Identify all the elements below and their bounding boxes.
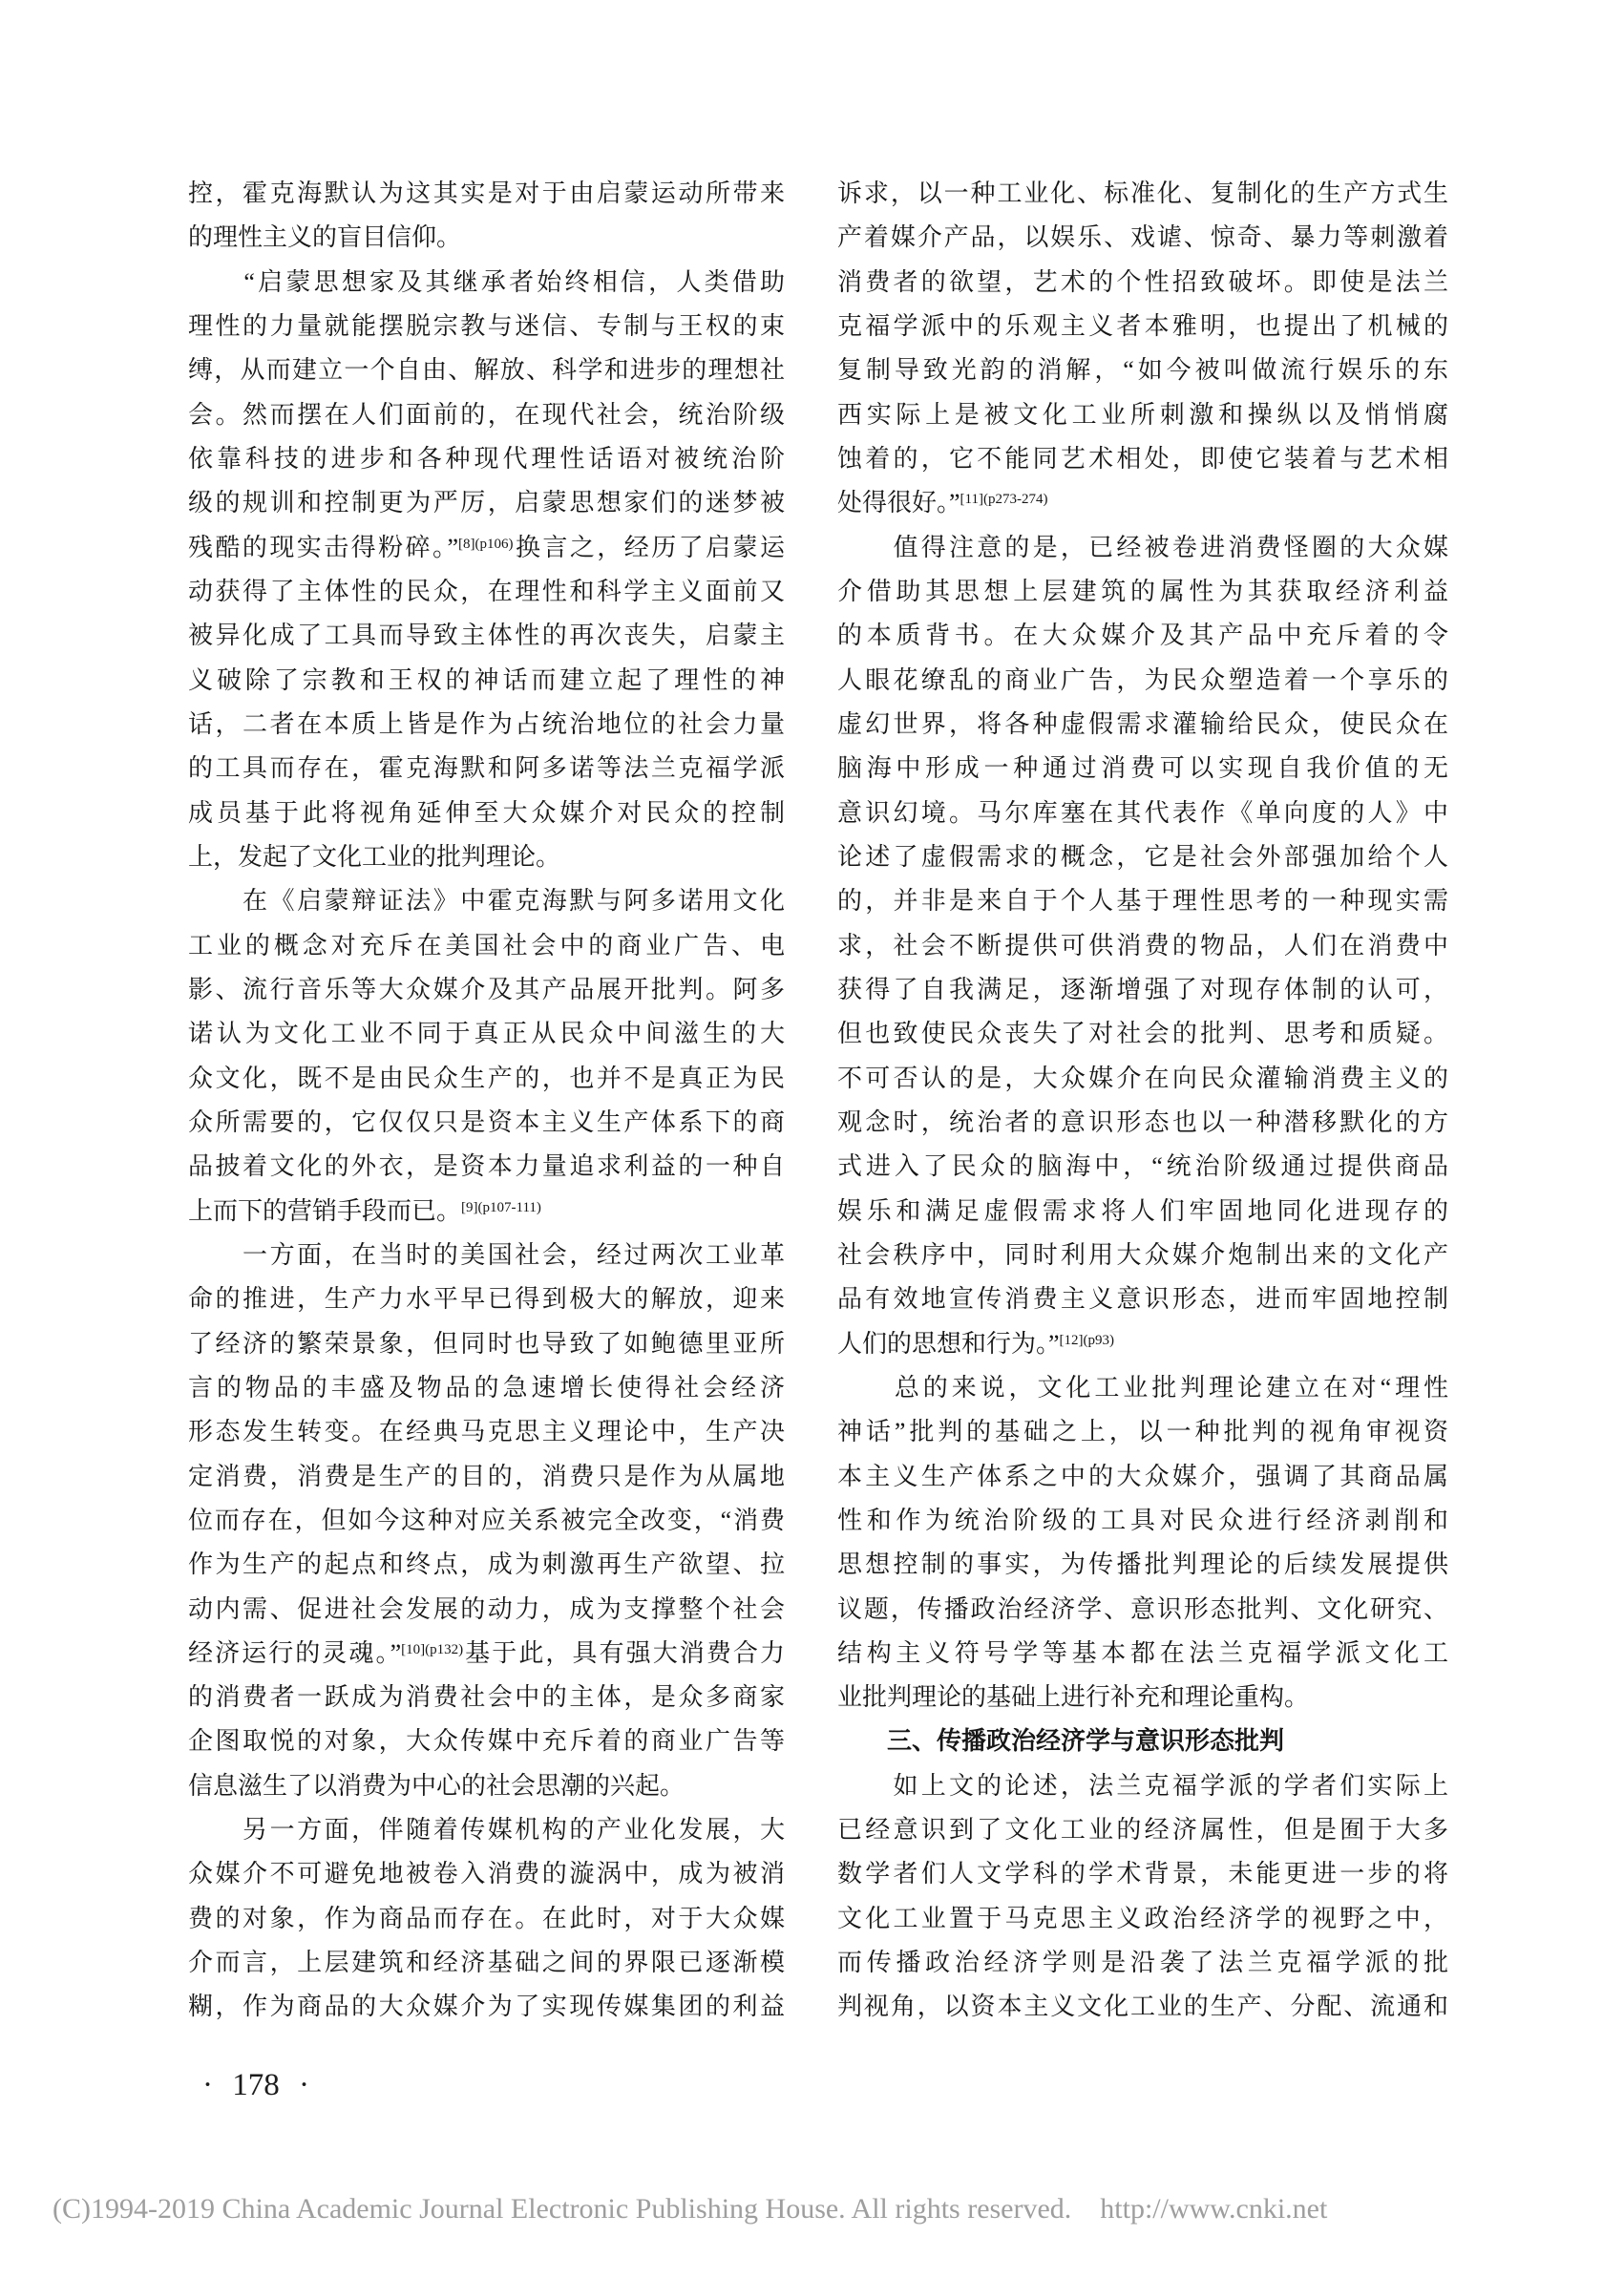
text-line: 处得很好。”$^{[11](p273-274)}$ [837,489,1048,517]
text-line: 会。然而摆在人们面前的，在现代社会，统治阶级 [188,400,785,429]
text-line: 影、流行音乐等大众媒介及其产品展开批判。阿多 [188,975,785,1003]
copyright-footer: (C)1994-2019 China Academic Journal Electronic Publishing House. All rights reserved. http://www.cnki.net [53,2193,1328,2225]
text-line: 人们的思想和行为。”$^{[12](p93)}$ [837,1329,1115,1358]
text-line: 费的对象，作为商品而存在。在此时，对于大众媒 [188,1904,785,1932]
text-line: 品披着文化的外衣，是资本力量追求利益的一种自 [188,1152,785,1181]
paragraph [188,261,785,880]
text-line: 话，二者在本质上皆是作为占统治地位的社会力量 [188,709,785,738]
citation-ref: [9](p107-111) [461,1199,541,1215]
text-line: 思想控制的事实，为传播批判理论的后续发展提供 [837,1550,1448,1579]
text-line: 工业的概念对充斥在美国社会中的商业广告、电 [188,931,785,960]
text-line: 产着媒介产品，以娱乐、戏谑、惊奇、暴力等刺激着 [837,223,1448,252]
citation-ref: [12](p93) [1059,1332,1115,1348]
text-line: 复制导致光韵的消解，“如今被叫做流行娱乐的东 [837,356,1448,385]
text-line: 的本质背书。在大众媒介及其产品中充斥着的令 [837,622,1448,650]
text-line: 介借助其思想上层建筑的属性为其获取经济利益 [837,577,1448,605]
paragraph [188,1234,785,1808]
text-line: 总的来说，文化工业批判理论建立在对“理性 [837,1373,1448,1402]
text-line: 信息滋生了以消费为中心的社会思潮的兴起。 [188,1771,685,1800]
text-line: 西实际上是被文化工业所刺激和操纵以及悄悄腐 [837,400,1448,429]
citation-ref: [11](p273-274) [960,492,1048,508]
text-line: 议题，传播政治经济学、意识形态批判、文化研究、 [837,1594,1448,1623]
text-line: 社会秩序中，同时利用大众媒介炮制出来的文化产 [837,1240,1448,1269]
right-text-column [837,172,1448,2030]
text-line: 值得注意的是，已经被卷进消费怪圈的大众媒 [837,533,1448,561]
text-line: 介而言，上层建筑和经济基础之间的界限已逐渐模 [188,1949,785,1977]
text-line: 义破除了宗教和王权的神话而建立起了理性的神 [188,665,785,694]
text-line: 的工具而存在，霍克海默和阿多诺等法兰克福学派 [188,754,785,783]
text-line: “启蒙思想家及其继承者始终相信，人类借助 [188,267,785,296]
text-line: 蚀着的，它不能同艺术相处，即使它装着与艺术相 [837,444,1448,473]
text-line: 位而存在，但如今这种对应关系被完全改变，“消费 [188,1506,785,1534]
text-line: 神话”批判的基础之上，以一种批判的视角审视资 [837,1418,1448,1446]
text-line: 结构主义符号学等基本都在法兰克福学派文化工 [837,1638,1448,1667]
text-line: 的消费者一跃成为消费社会中的主体，是众多商家 [188,1683,785,1712]
paragraph [837,1764,1448,2030]
text-line: 糊，作为商品的大众媒介为了实现传媒集团的利益 [188,1993,785,2021]
text-line: 众文化，既不是由民众生产的，也并不是真正为民 [188,1064,785,1092]
text-line: 观念时，统治者的意识形态也以一种潜移默化的方 [837,1107,1448,1136]
text-line: 式进入了民众的脑海中，“统治阶级通过提供商品 [837,1152,1448,1181]
text-line: 虚幻世界，将各种虚假需求灌输给民众，使民众在 [837,709,1448,738]
citation-ref: [8](p106) [458,536,514,552]
text-line: 定消费，消费是生产的目的，消费只是作为从属地 [188,1462,785,1490]
text-line: 业批判理论的基础上进行补充和理论重构。 [837,1683,1310,1712]
text-line: 判视角，以资本主义文化工业的生产、分配、流通和 [837,1993,1448,2021]
text-line: 的，并非是来自于个人基于理性思考的一种现实需 [837,887,1448,916]
text-line: 众所需要的，它仅仅只是资本主义生产体系下的商 [188,1107,785,1136]
paragraph [837,1366,1448,1720]
text-line: 动内需、促进社会发展的动力，成为支撑整个社会 [188,1594,785,1623]
text-line: 动获得了主体性的民众，在理性和科学主义面前又 [188,577,785,605]
paragraph [837,172,1448,526]
text-line: 控，霍克海默认为这其实是对于由启蒙运动所带来 [188,179,785,207]
text-line: 数学者们人文学科的学术背景，未能更进一步的将 [837,1860,1448,1888]
text-line: 已经意识到了文化工业的经济属性，但是囿于大多 [837,1816,1448,1845]
text-line: 论述了虚假需求的概念，它是社会外部强加给个人 [837,842,1448,871]
text-line: 残酷的现实击得粉碎。”$^{[8](p106)}$换言之，经历了启蒙运 [188,533,785,561]
text-line: 众媒介不可避免地被卷入消费的漩涡中，成为被消 [188,1860,785,1888]
text-line: 的理性主义的盲目信仰。 [188,223,462,252]
text-line: 作为生产的起点和终点，成为刺激再生产欲望、拉 [188,1550,785,1579]
text-line: 缚，从而建立一个自由、解放、科学和进步的理想社 [188,356,785,385]
text-line: 克福学派中的乐观主义者本雅明，也提出了机械的 [837,311,1448,340]
text-line: 命的推进，生产力水平早已得到极大的解放，迎来 [188,1285,785,1314]
left-text-column [188,172,785,2030]
text-line: 被异化成了工具而导致主体性的再次丧失，启蒙主 [188,622,785,650]
paragraph [837,526,1448,1366]
text-line: 依靠科技的进步和各种现代理性话语对被统治阶 [188,444,785,473]
text-line: 经济运行的灵魂。”$^{[10](p132)}$基于此，具有强大消费合力 [188,1638,785,1667]
text-line: 级的规训和控制更为严厉，启蒙思想家们的迷梦被 [188,489,785,517]
text-line: 性和作为统治阶级的工具对民众进行经济剥削和 [837,1506,1448,1534]
paragraph [188,1808,785,2030]
text-line: 消费者的欲望，艺术的个性招致破坏。即使是法兰 [837,267,1448,296]
text-line: 上，发起了文化工业的批判理论。 [188,842,561,871]
text-line: 但也致使民众丧失了对社会的批判、思考和质疑。 [837,1020,1448,1048]
text-line: 诉求，以一种工业化、标准化、复制化的生产方式生 [837,179,1448,207]
text-line: 一方面，在当时的美国社会，经过两次工业革 [188,1240,785,1269]
text-line: 品有效地宣传消费主义意识形态，进而牢固地控制 [837,1285,1448,1314]
text-line: 如上文的论述，法兰克福学派的学者们实际上 [837,1771,1448,1800]
text-line: 形态发生转变。在经典马克思主义理论中，生产决 [188,1418,785,1446]
text-line: 上而下的营销手段而已。$^{[9](p107-111)}$ [188,1196,541,1225]
text-line: 意识幻境。马尔库塞在其代表作《单向度的人》中 [837,798,1448,827]
citation-ref: [10](p132) [401,1641,464,1657]
page-number: · 178 · [202,2068,309,2102]
text-line: 成员基于此将视角延伸至大众媒介对民众的控制 [188,798,785,827]
text-line: 脑海中形成一种通过消费可以实现自我价值的无 [837,754,1448,783]
section-heading-line: 三、传播政治经济学与意识形态批判 [837,1727,1285,1756]
text-line: 企图取悦的对象，大众传媒中充斥着的商业广告等 [188,1727,785,1756]
text-line: 文化工业置于马克思主义政治经济学的视野之中， [837,1904,1448,1932]
paragraph [188,879,785,1234]
text-line: 获得了自我满足，逐渐增强了对现存体制的认可， [837,975,1448,1003]
text-line: 言的物品的丰盛及物品的急速增长使得社会经济 [188,1373,785,1402]
section-heading [837,1719,1448,1763]
text-line: 诺认为文化工业不同于真正从民众中间滋生的大 [188,1020,785,1048]
text-line: 在《启蒙辩证法》中霍克海默与阿多诺用文化 [188,887,785,916]
text-line: 人眼花缭乱的商业广告，为民众塑造着一个享乐的 [837,665,1448,694]
paragraph [188,172,785,261]
text-line: 求，社会不断提供可供消费的物品，人们在消费中 [837,931,1448,960]
text-line: 了经济的繁荣景象，但同时也导致了如鲍德里亚所 [188,1329,785,1358]
text-line: 而传播政治经济学则是沿袭了法兰克福学派的批 [837,1949,1448,1977]
text-line: 另一方面，伴随着传媒机构的产业化发展，大 [188,1816,785,1845]
text-line: 本主义生产体系之中的大众媒介，强调了其商品属 [837,1462,1448,1490]
text-line: 理性的力量就能摆脱宗教与迷信、专制与王权的束 [188,311,785,340]
text-line: 娱乐和满足虚假需求将人们牢固地同化进现存的 [837,1196,1448,1225]
text-line: 不可否认的是，大众媒介在向民众灌输消费主义的 [837,1064,1448,1092]
